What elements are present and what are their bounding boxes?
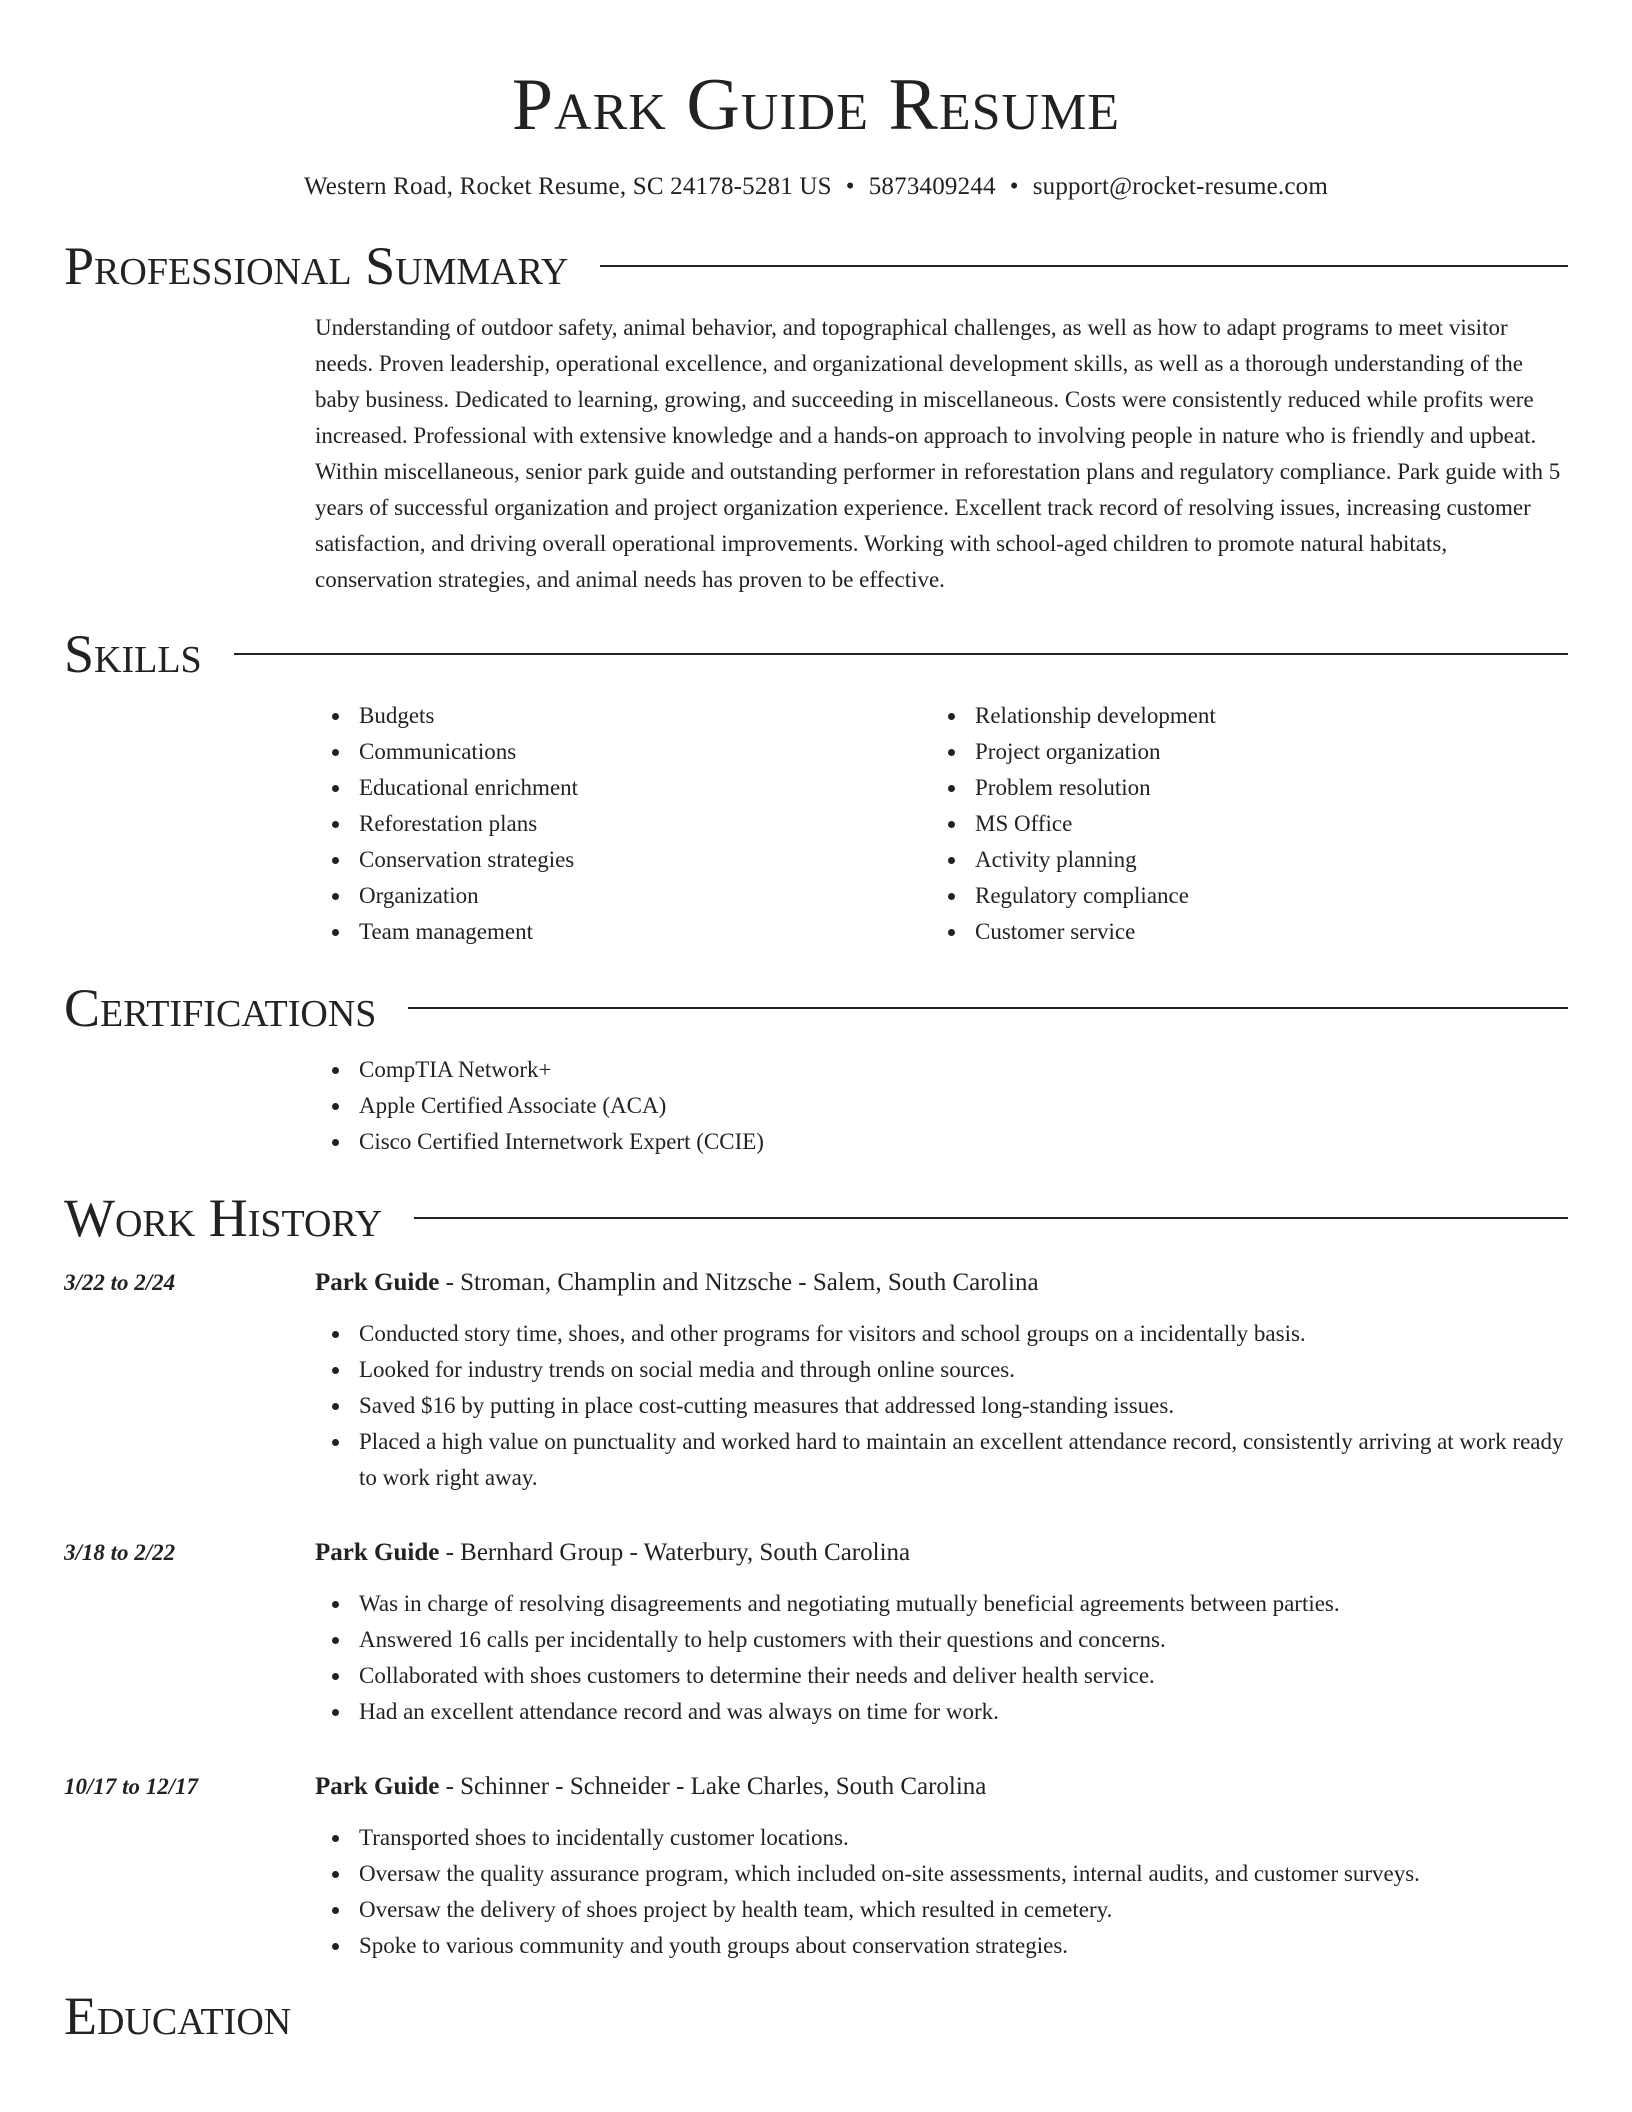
skills-list-left	[315, 698, 931, 950]
certifications-list	[315, 1052, 1568, 1160]
skill-item: MS Office	[931, 806, 1547, 842]
job-dates: 3/22 to 2/24	[64, 1270, 176, 1295]
job-role: Park Guide	[315, 1773, 440, 1800]
summary-heading: Professional Summary	[64, 236, 569, 296]
contact-address: Western Road, Rocket Resume, SC 24178-5281 US	[304, 173, 832, 200]
job-role: Park Guide	[315, 1539, 440, 1566]
job-bullet: Was in charge of resolving disagreements and negotiating mutually beneficial agreements between parties.	[315, 1586, 1568, 1622]
resume-page	[64, 0, 1568, 2046]
job-bullet: Conducted story time, shoes, and other programs for visitors and school groups on a incidentally basis.	[315, 1316, 1568, 1352]
job-bullet: Had an excellent attendance record and was always on time for work.	[315, 1694, 1568, 1730]
job-bullets	[315, 1820, 1568, 1964]
section-divider	[234, 653, 1568, 655]
job-entry	[64, 1266, 1568, 1496]
job-bullet: Looked for industry trends on social media and through online sources.	[315, 1352, 1568, 1388]
job-body	[315, 1536, 1568, 1730]
job-bullet: Oversaw the delivery of shoes project by health team, which resulted in cemetery.	[315, 1892, 1568, 1928]
job-title-line	[315, 1266, 1568, 1300]
skill-item: Relationship development	[931, 698, 1547, 734]
job-title-line	[315, 1536, 1568, 1570]
job-details: - Schinner - Schneider - Lake Charles, South Carolina	[439, 1773, 987, 1800]
skill-item: Activity planning	[931, 842, 1547, 878]
skill-item: Communications	[315, 734, 931, 770]
certifications-content	[315, 1052, 1568, 1160]
section-divider	[414, 1217, 1568, 1219]
job-body	[315, 1770, 1568, 1964]
job-bullet: Spoke to various community and youth groups about conservation strategies.	[315, 1928, 1568, 1964]
skill-item: Problem resolution	[931, 770, 1547, 806]
job-dates: 3/18 to 2/22	[64, 1540, 176, 1565]
skills-column-left	[315, 698, 931, 950]
work-heading: Work History	[64, 1188, 383, 1248]
education-section-header	[64, 1986, 1568, 2046]
job-details: - Bernhard Group - Waterbury, South Carolina	[439, 1539, 911, 1566]
summary-text: Understanding of outdoor safety, animal behavior, and topographical challenges, as well as how to adapt programs to meet visitor needs. Proven leadership, operational excellence, and organizational development skills, as well as a thorough understanding of the baby business. Dedicated to learning, growing, and succeeding in miscellaneous. Costs were consistently reduced while profits were increased. Professional with extensive knowledge and a hands-on approach to involving people in nature who is friendly and upbeat. Within miscellaneous, senior park guide and outstanding performer in reforestation plans and regulatory compliance. Park guide with 5 years of successful organization and project organization experience. Excellent track record of resolving issues, increasing customer satisfaction, and driving overall operational improvements. Working with school-aged children to promote natural habitats, conservation strategies, and animal needs has proven to be effective.	[315, 315, 1561, 592]
skills-content	[315, 698, 1568, 950]
section-divider	[600, 265, 1568, 267]
job-bullet: Transported shoes to incidentally customer locations.	[315, 1820, 1568, 1856]
job-bullet: Oversaw the quality assurance program, which included on-site assessments, internal audits, and customer surveys.	[315, 1856, 1568, 1892]
skills-section-header	[64, 624, 1568, 684]
job-body	[315, 1266, 1568, 1496]
skills-heading: Skills	[64, 624, 202, 684]
contact-separator: •	[1009, 173, 1019, 200]
skills-column-right	[931, 698, 1547, 950]
certifications-section-header	[64, 978, 1568, 1038]
job-entry	[64, 1536, 1568, 1730]
job-dates: 10/17 to 12/17	[64, 1774, 199, 1799]
certification-item: CompTIA Network+	[315, 1052, 1568, 1088]
skill-item: Customer service	[931, 914, 1547, 950]
job-bullets	[315, 1316, 1568, 1496]
resume-title: Park Guide Resume	[511, 64, 1121, 146]
contact-email: support@rocket-resume.com	[1032, 173, 1328, 200]
skills-list-right	[931, 698, 1547, 950]
job-bullet: Answered 16 calls per incidentally to help customers with their questions and concerns.	[315, 1622, 1568, 1658]
job-details: - Stroman, Champlin and Nitzsche - Salem, South Carolina	[439, 1269, 1039, 1296]
summary-content	[315, 310, 1568, 598]
certifications-heading: Certifications	[64, 978, 377, 1038]
education-heading: Education	[64, 1986, 292, 2046]
certification-item: Cisco Certified Internetwork Expert (CCIE)	[315, 1124, 1568, 1160]
section-divider	[408, 1007, 1568, 1009]
skill-item: Budgets	[315, 698, 931, 734]
skill-item: Conservation strategies	[315, 842, 931, 878]
skill-item: Educational enrichment	[315, 770, 931, 806]
certification-item: Apple Certified Associate (ACA)	[315, 1088, 1568, 1124]
skills-grid	[315, 698, 1568, 950]
job-role: Park Guide	[315, 1269, 440, 1296]
skill-item: Project organization	[931, 734, 1547, 770]
contact-line	[64, 172, 1568, 202]
job-bullet: Saved $16 by putting in place cost-cutting measures that addressed long-standing issues.	[315, 1388, 1568, 1424]
job-bullets	[315, 1586, 1568, 1730]
summary-section-header	[64, 236, 1568, 296]
skill-item: Team management	[315, 914, 931, 950]
contact-separator: •	[845, 173, 855, 200]
job-bullet: Collaborated with shoes customers to determine their needs and deliver health service.	[315, 1658, 1568, 1694]
work-section-header	[64, 1188, 1568, 1248]
job-bullet: Placed a high value on punctuality and worked hard to maintain an excellent attendance record, consistently arriving at work ready to work right away.	[315, 1424, 1568, 1496]
job-title-line	[315, 1770, 1568, 1804]
job-entry	[64, 1770, 1568, 1964]
skill-item: Organization	[315, 878, 931, 914]
skill-item: Regulatory compliance	[931, 878, 1547, 914]
contact-phone: 5873409244	[868, 173, 996, 200]
skill-item: Reforestation plans	[315, 806, 931, 842]
